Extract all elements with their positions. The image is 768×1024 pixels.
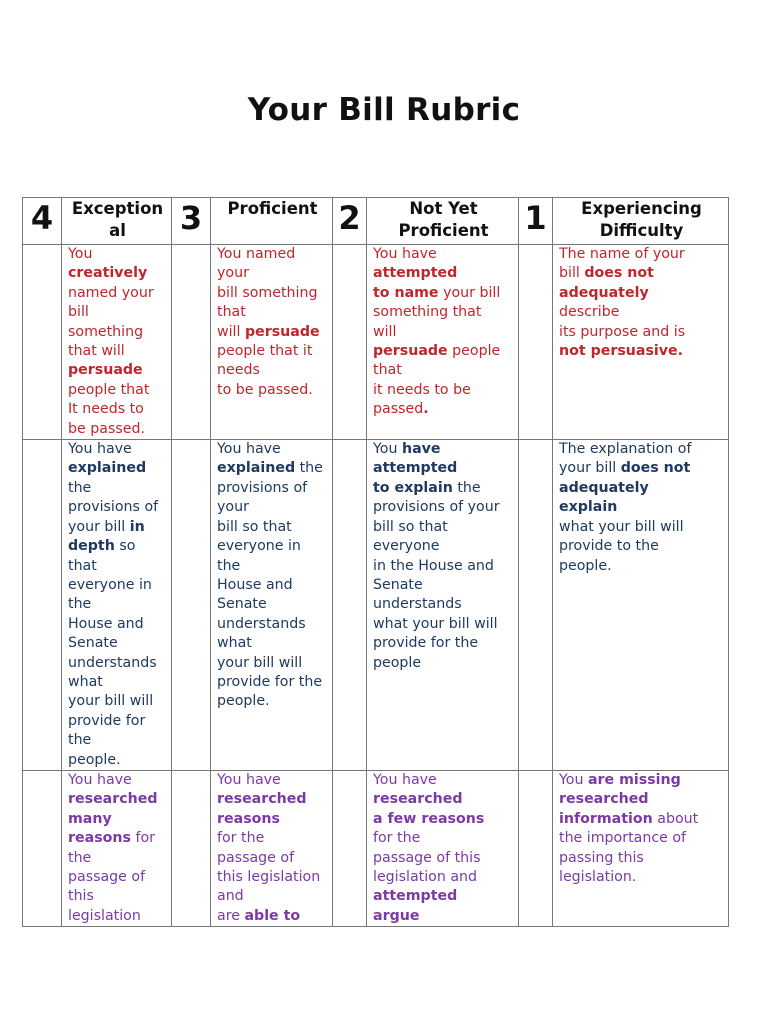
emphasis-text: explained bbox=[68, 460, 147, 477]
level-proficient-header: Proficient bbox=[211, 198, 333, 245]
emphasis-text: able to bbox=[244, 907, 301, 924]
emphasis-text: attempted to name bbox=[373, 265, 458, 301]
emphasis-text: persuade bbox=[244, 323, 320, 340]
cell-text-run: You bbox=[373, 441, 402, 458]
cell-explain-2 bbox=[367, 440, 519, 771]
cell-text-run: You have bbox=[68, 441, 132, 458]
cell-name-2 bbox=[367, 245, 519, 440]
page-title: Your Bill Rubric bbox=[247, 92, 521, 128]
emphasis-text: are missing researched information bbox=[559, 771, 681, 827]
criterion-row-explain bbox=[23, 440, 729, 771]
score-2: 2 bbox=[333, 198, 367, 245]
criterion-row-name bbox=[23, 245, 729, 440]
cell-text-run: so that everyone in the House and Senate understands what your bill will provide for the people. bbox=[68, 538, 157, 768]
cell-text-run: the provisions of your bill bbox=[68, 479, 159, 535]
emphasis-text: explained bbox=[217, 460, 296, 477]
cell-text-run: You named your bill something that will bbox=[217, 246, 318, 340]
cell-name-3 bbox=[211, 245, 333, 440]
emphasis-text: persuade bbox=[68, 362, 143, 379]
cell-research-1 bbox=[553, 770, 729, 926]
emphasis-text: creatively bbox=[68, 265, 148, 282]
cell-name-1 bbox=[553, 245, 729, 440]
header-row bbox=[23, 198, 729, 245]
emphasis-text: have attempted to explain bbox=[373, 441, 458, 496]
emphasis-text: does not adequately explain bbox=[559, 460, 691, 516]
cell-explain-3 bbox=[211, 440, 333, 771]
score-4: 4 bbox=[23, 198, 62, 245]
cell-research-2 bbox=[367, 770, 519, 926]
cell-text-run: people that it needs to be passed bbox=[373, 343, 501, 418]
emphasis-text: persuade bbox=[373, 343, 448, 360]
cell-text-run: You bbox=[68, 246, 93, 262]
cell-text-run: about the importance of passing this legislation. bbox=[559, 810, 699, 885]
cell-text-run: people that It needs to be passed. bbox=[68, 381, 150, 437]
score-1: 1 bbox=[519, 198, 553, 245]
criterion-row-research bbox=[23, 770, 729, 926]
cell-research-3 bbox=[211, 770, 333, 926]
cell-text-run: You bbox=[559, 771, 588, 788]
emphasis-text: attempted argue bbox=[373, 888, 458, 924]
cell-text-run: the provisions of your bill so that everyone in the House and Senate understands what your bill will provide for the people. bbox=[217, 460, 323, 710]
emphasis-text: researched reasons bbox=[217, 791, 307, 827]
cell-text-run: for the passage of this legislation bbox=[68, 830, 155, 924]
cell-text-run: You have bbox=[373, 771, 437, 788]
level-not-yet-proficient-header: Not Yet Proficient bbox=[367, 198, 519, 245]
cell-text-run: for the passage of this legislation and are bbox=[217, 830, 321, 924]
emphasis-text: researched many reasons bbox=[68, 791, 158, 847]
cell-text-run: The explanation of your bill bbox=[559, 441, 692, 477]
level-exceptional-header: Exception al bbox=[62, 198, 172, 245]
cell-text-run: You have bbox=[68, 771, 132, 788]
cell-text-run: people that it needs to be passed. bbox=[217, 343, 313, 398]
cell-text-run: what your bill will provide to the people. bbox=[559, 518, 684, 574]
cell-text-run: for the passage of this legislation and bbox=[373, 830, 481, 885]
cell-name-4 bbox=[62, 245, 172, 440]
cell-explain-4 bbox=[62, 440, 172, 771]
cell-text-run: named your bill something that will bbox=[68, 284, 154, 360]
emphasis-text: does not adequately bbox=[559, 265, 654, 301]
cell-explain-1 bbox=[553, 440, 729, 771]
cell-text-run: The name of your bill bbox=[559, 246, 685, 282]
emphasis-text: . bbox=[423, 401, 429, 418]
cell-text-run: describe its purpose and is bbox=[559, 304, 686, 340]
rubric-table bbox=[22, 197, 729, 927]
emphasis-text: not persuasive. bbox=[559, 343, 684, 360]
cell-text-run: your bill something that will bbox=[373, 284, 501, 340]
cell-text-run: You have bbox=[373, 246, 437, 262]
cell-text-run: the provisions of your bill so that everyone in the House and Senate understands what your bill will provide for the people bbox=[373, 479, 500, 671]
level-experiencing-difficulty-header: Experiencing Difficulty bbox=[553, 198, 729, 245]
emphasis-text: in depth bbox=[68, 518, 145, 555]
cell-research-4 bbox=[62, 770, 172, 926]
cell-text-run: You have bbox=[217, 771, 281, 788]
score-3: 3 bbox=[172, 198, 211, 245]
cell-text-run: You have bbox=[217, 441, 281, 458]
emphasis-text: researched a few reasons bbox=[373, 791, 485, 827]
